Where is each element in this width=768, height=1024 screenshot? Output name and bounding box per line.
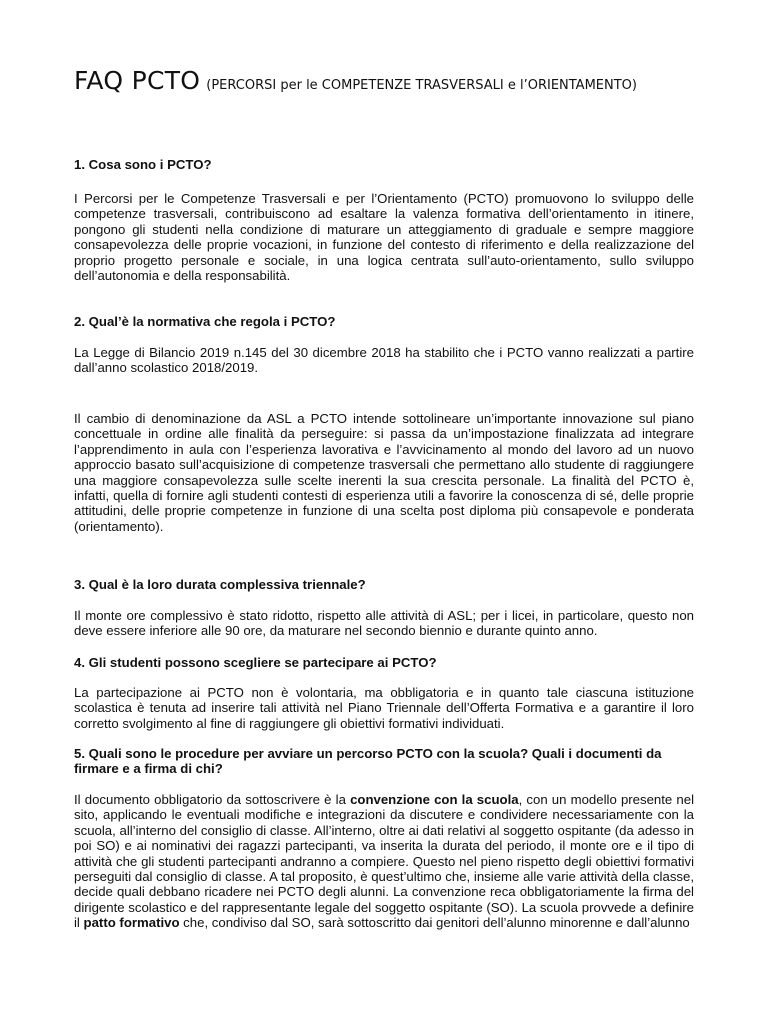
- title-main: FAQ PCTO: [74, 66, 201, 95]
- answer-5-text-b: , con un modello presente nel sito, applicando le eventuali modifiche e integrazioni da discutere e condividere necessariamente con la scuola, all’interno del consiglio di classe. All’interno, oltre ai dati relativi al soggetto ospitante (da adesso in poi SO) e ai nominativi dei ragazzi partecipanti, va inserita la durata del periodo, il monte ore e il tipo di attività che gli studenti partecipanti andranno a compiere. Questo nel pieno rispetto degli obiettivi formativi perseguiti dal consiglio di classe. A tal proposito, è quest’ultimo che, insieme alle varie attività della classe, decide quali debbano ricadere nei PCTO degli alunni. La convenzione reca obbligatoriamente la firma del dirigente scolastico e del rappresentante legale del soggetto ospitante (SO). La scuola provvede a definire il: [74, 792, 695, 931]
- question-1-heading: 1. Cosa sono i PCTO?: [74, 157, 212, 172]
- question-4-heading: 4. Gli studenti possono scegliere se partecipare ai PCTO?: [74, 655, 437, 670]
- patto-formativo-highlight: patto formativo: [83, 915, 180, 931]
- question-2-heading: 2. Qual’è la normativa che regola i PCTO?: [74, 314, 336, 329]
- question-2-answer: La Legge di Bilancio 2019 n.145 del 30 dicembre 2018 ha stabilito che i PCTO vanno realizzati a partire dall’anno scolastico 2018/2019.: [74, 345, 694, 376]
- question-3-answer: Il monte ore complessivo è stato ridotto, rispetto alle attività di ASL; per i licei, in particolare, questo non deve essere inferiore alle 90 ore, da maturare nel secondo biennio e durante quinto anno.: [74, 608, 694, 639]
- question-5-answer: [74, 792, 694, 931]
- question-5-heading: 5. Quali sono le procedure per avviare un percorso PCTO con la scuola? Quali i documenti da firmare e a firma di chi?: [74, 746, 662, 777]
- title-subtitle: (PERCORSI per le COMPETENZE TRASVERSALI e l’ORIENTAMENTO): [206, 78, 637, 93]
- answer-5-text-a: Il documento obbligatorio da sottoscrivere è la: [74, 792, 351, 807]
- question-1-answer: I Percorsi per le Competenze Trasversali e per l’Orientamento (PCTO) promuovono lo sviluppo delle competenze trasversali, contribuiscono ad esaltare la valenza formativa dell’orientamento in itinere, pongono gli studenti nella condizione di maturare un atteggiamento di graduale e sempre maggiore consapevolezza delle proprie vocazioni, in funzione del contesto di riferimento e della realizzazione del proprio progetto personale e sociale, in una logica centrata sull’auto-orientamento, sullo sviluppo dell’autonomia e della responsabilità.: [74, 191, 694, 284]
- question-3-heading: 3. Qual è la loro durata complessiva triennale?: [74, 577, 366, 592]
- question-2-answer-continued: Il cambio di denominazione da ASL a PCTO intende sottolineare un’importante innovazione sul piano concettuale in ordine alle finalità da perseguire: si passa da un’impostazione finalizzata ad integrare l’apprendimento in aula con l’esperienza lavorativa e l’avvicinamento al mondo del lavoro ad un nuovo approccio basato sull’acquisizione di competenze trasversali che permettano allo studente di raggiungere una maggiore consapevolezza sulle scelte inerenti la sua crescita personale. La finalità del PCTO è, infatti, quella di fornire agli studenti contesti di esperienza utili a favorire la conoscenza di sé, delle proprie attitudini, delle proprie competenze in funzione di una scelta post diploma più consapevole e ponderata (orientamento).: [74, 411, 694, 534]
- question-4-answer: La partecipazione ai PCTO non è volontaria, ma obbligatoria e in quanto tale ciascuna istituzione scolastica è tenuta ad inserire tali attività nel Piano Triennale dell’Offerta Formativa e a garantire il loro corretto svolgimento al fine di raggiungere gli obiettivi formativi individuati.: [74, 685, 694, 731]
- answer-5-text-c: che, condiviso dal SO, sarà sottoscritto dai genitori dell’alunno minorenne e dall’alunno: [179, 915, 690, 931]
- document-title: [74, 66, 637, 95]
- convenzione-highlight: convenzione con la scuola: [350, 792, 519, 807]
